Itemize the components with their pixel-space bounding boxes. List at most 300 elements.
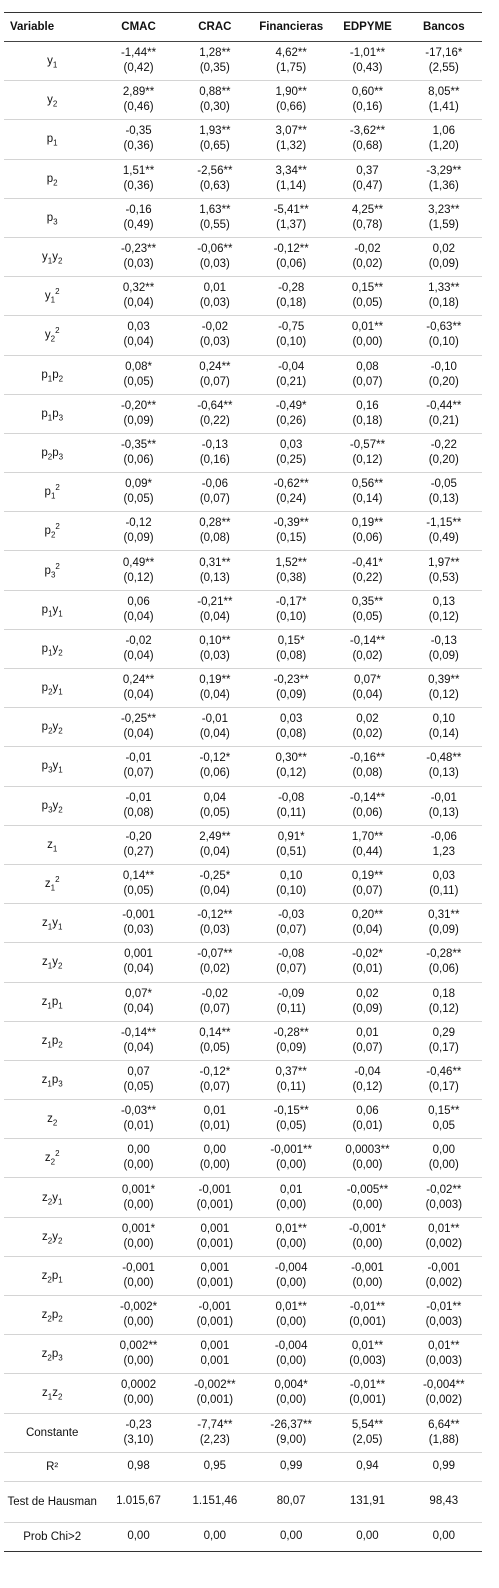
estimate-cell: [329, 747, 405, 786]
coefficient-value: 0,08: [356, 360, 379, 373]
estimate-cell: [100, 1413, 176, 1452]
estimate-cell: [177, 590, 253, 629]
estimate-cell: [406, 1021, 482, 1060]
standard-error: (0,09): [276, 689, 307, 702]
standard-error: (0,04): [123, 610, 154, 623]
coefficient-value: -0,04: [354, 1065, 381, 1078]
estimate-cell: [253, 864, 329, 903]
standard-error: (0,18): [352, 414, 383, 427]
coefficient-value: 0,60**: [351, 86, 384, 99]
variable-label: $y_2^2$: [4, 316, 100, 355]
coefficient-value: 0,0002: [120, 1379, 157, 1392]
estimate-cell: [253, 1100, 329, 1139]
coefficient-value: 0,15**: [351, 282, 384, 295]
table-row: [4, 120, 482, 159]
standard-error: (0,13): [199, 571, 230, 584]
coefficient-value: -0,23: [125, 1418, 152, 1431]
coefficient-value: 6,64**: [428, 1418, 460, 1431]
table-row: [4, 1413, 482, 1452]
estimate-cell: [253, 590, 329, 629]
estimate-cell: [253, 198, 329, 237]
coefficient-value: 0,16: [356, 399, 379, 412]
standard-error: (9,00): [276, 1433, 307, 1446]
coefficient-value: 0,01**: [351, 321, 384, 334]
coefficient-value: -0,002**: [194, 1379, 236, 1392]
table-row: [4, 1178, 482, 1217]
estimate-cell: [177, 237, 253, 276]
variable-label: $p_2y_1$: [4, 669, 100, 708]
standard-error: (0,06): [428, 963, 459, 976]
variable-label: $y_1y_2$: [4, 237, 100, 276]
estimate-cell: [406, 551, 482, 590]
coefficient-value: 0,20**: [351, 909, 384, 922]
estimate-cell: [406, 629, 482, 668]
coefficient-value: 1,70**: [351, 830, 384, 843]
variable-label: $p_1p_2$: [4, 355, 100, 394]
standard-error: (0,07): [199, 1002, 230, 1015]
estimate-cell: [177, 316, 253, 355]
variable-label: $z_1y_1$: [4, 904, 100, 943]
coefficient-value: -0,001: [198, 1301, 232, 1314]
table-row: [4, 159, 482, 198]
coefficient-value: 0,32**: [122, 282, 155, 295]
variable-label: $p_2$: [4, 159, 100, 198]
estimate-cell: [177, 1217, 253, 1256]
estimate-cell: [100, 120, 176, 159]
standard-error: (0,00): [123, 1355, 154, 1368]
standard-error: (0,05): [352, 297, 383, 310]
header-cmac: CMAC: [100, 13, 176, 42]
table-row: [4, 198, 482, 237]
statistic-cell: 0,94: [329, 1452, 405, 1481]
variable-label: $z_1$: [4, 825, 100, 864]
standard-error: (0,001): [349, 1394, 386, 1407]
variable-label: $p_2p_3$: [4, 433, 100, 472]
prob-chi-row: [4, 1522, 482, 1551]
coefficient-value: 4,25**: [351, 203, 384, 216]
coefficient-value: 0,01**: [275, 1301, 307, 1314]
standard-error: (0,06): [199, 767, 230, 780]
coefficient-value: 0,49**: [122, 556, 155, 569]
standard-error: (0,07): [199, 493, 230, 506]
coefficient-value: 0,10: [279, 870, 303, 883]
standard-error: (0,25): [276, 453, 307, 466]
coefficient-value: -0,41*: [352, 556, 383, 569]
estimate-cell: [253, 473, 329, 512]
coefficient-value: 0,08*: [125, 360, 152, 373]
estimate-cell: [177, 786, 253, 825]
estimate-cell: [329, 629, 405, 668]
coefficient-value: -0,05: [430, 478, 457, 491]
coefficient-value: -0,02: [201, 321, 228, 334]
coefficient-value: 0,03: [432, 870, 456, 883]
variable-label: Test de Hausman: [4, 1481, 100, 1522]
estimate-cell: [329, 1413, 405, 1452]
variable-label: $z_1p_2$: [4, 1021, 100, 1060]
estimate-cell: [253, 433, 329, 472]
coefficient-value: -0,002*: [120, 1301, 158, 1314]
estimate-cell: [253, 1178, 329, 1217]
estimate-cell: [100, 512, 176, 551]
variable-label: $y_1^2$: [4, 277, 100, 316]
standard-error: (0,09): [123, 414, 154, 427]
estimate-cell: [177, 42, 253, 81]
coefficient-value: 3,07**: [275, 125, 307, 138]
standard-error: (0,08): [352, 767, 383, 780]
estimate-cell: [406, 473, 482, 512]
estimate-cell: [253, 786, 329, 825]
standard-error: (0,12): [276, 767, 307, 780]
estimate-cell: [253, 708, 329, 747]
coefficient-value: 2,89**: [122, 86, 155, 99]
variable-label: Constante: [4, 1413, 100, 1452]
coefficient-value: -0,22: [430, 438, 457, 451]
estimate-cell: [329, 825, 405, 864]
standard-error: (0,07): [352, 375, 383, 388]
standard-error: (0,002): [425, 1237, 463, 1250]
standard-error: (0,00): [123, 1394, 154, 1407]
table-row: [4, 982, 482, 1021]
coefficient-value: 0,15*: [277, 634, 305, 647]
table-row: [4, 237, 482, 276]
standard-error: (0,00): [352, 1237, 383, 1250]
estimate-cell: [253, 120, 329, 159]
variable-label: $z_2p_2$: [4, 1296, 100, 1335]
standard-error: (0,27): [123, 845, 154, 858]
coefficient-value: -0,12*: [199, 752, 231, 765]
standard-error: (0,03): [199, 924, 230, 937]
coefficient-value: -0,28**: [426, 948, 462, 961]
coefficient-value: -0,02: [201, 987, 228, 1000]
coefficient-value: 0,19**: [351, 870, 384, 883]
coefficient-value: 0,07*: [354, 674, 381, 687]
standard-error: (0,06): [276, 258, 307, 271]
coefficient-value: 0,001*: [121, 1222, 156, 1235]
estimate-cell: [329, 512, 405, 551]
variable-label: $p_3$: [4, 198, 100, 237]
standard-error: (0,20): [428, 375, 459, 388]
coefficient-value: -0,01: [125, 791, 152, 804]
table-row: [4, 904, 482, 943]
coefficient-value: -0,25*: [199, 870, 231, 883]
table-body: [4, 42, 482, 1552]
coefficient-value: -3,29**: [426, 164, 462, 177]
standard-error: (0,09): [352, 1002, 383, 1015]
standard-error: (0,04): [199, 845, 230, 858]
coefficient-value: -0,001: [351, 1261, 384, 1274]
table-row: [4, 42, 482, 81]
estimate-cell: [329, 120, 405, 159]
estimate-cell: [253, 81, 329, 120]
estimate-cell: [100, 551, 176, 590]
standard-error: (0,11): [276, 1002, 306, 1015]
coefficient-value: 0,001: [200, 1222, 230, 1235]
statistic-cell: 0,00: [177, 1522, 253, 1551]
estimate-cell: [177, 1374, 253, 1413]
header-crac: CRAC: [177, 13, 253, 42]
table-row: [4, 590, 482, 629]
coefficient-value: -0,004**: [423, 1379, 465, 1392]
estimate-cell: [253, 943, 329, 982]
statistic-cell: 0,95: [177, 1452, 253, 1481]
coefficient-value: -0,16: [125, 203, 152, 216]
estimate-cell: [177, 669, 253, 708]
statistic-cell: 131,91: [329, 1481, 405, 1522]
standard-error: (0,00): [123, 1159, 154, 1172]
standard-error: (0,03): [199, 336, 230, 349]
estimate-cell: [406, 708, 482, 747]
coefficient-value: 0,01: [203, 282, 227, 295]
estimate-cell: [329, 277, 405, 316]
standard-error: (0,12): [352, 1080, 383, 1093]
coefficient-value: -0,12**: [197, 909, 233, 922]
estimate-cell: [177, 1335, 253, 1374]
standard-error: (0,13): [428, 806, 459, 819]
coefficient-value: 1,97**: [428, 556, 460, 569]
estimate-cell: [100, 198, 176, 237]
standard-error: (0,00): [276, 1394, 307, 1407]
coefficient-value: -0,01**: [349, 1379, 386, 1392]
standard-error: (0,53): [428, 571, 459, 584]
table-row: [4, 943, 482, 982]
coefficient-value: -0,01**: [426, 1301, 462, 1314]
estimate-cell: [100, 1060, 176, 1099]
standard-error: (1,59): [428, 218, 459, 231]
coefficient-value: 0,001: [200, 1340, 230, 1353]
coefficient-value: -0,09: [278, 987, 305, 1000]
coefficient-value: 1,63**: [199, 203, 231, 216]
standard-error: (0,26): [276, 414, 307, 427]
standard-error: (0,08): [123, 806, 154, 819]
estimate-cell: [177, 825, 253, 864]
coefficient-value: -0,12: [125, 517, 152, 530]
standard-error: (0,003): [425, 1198, 463, 1211]
coefficient-value: 4,62**: [275, 47, 307, 60]
coefficient-value: -0,04: [278, 360, 305, 373]
estimate-cell: [406, 81, 482, 120]
variable-label: $p_2y_2$: [4, 708, 100, 747]
table-row: [4, 1296, 482, 1335]
coefficient-value: -0,001: [198, 1183, 232, 1196]
coefficient-value: -0,20: [125, 830, 152, 843]
standard-error: (0,07): [352, 1041, 383, 1054]
coefficient-value: 0,37: [356, 164, 379, 177]
coefficient-value: 0,14**: [199, 1026, 231, 1039]
standard-error: (0,04): [123, 1002, 154, 1015]
coefficient-value: 0,01: [356, 1026, 379, 1039]
coefficient-value: -0,02*: [352, 948, 383, 961]
coefficient-value: -0,23**: [120, 243, 157, 256]
table-row: [4, 1335, 482, 1374]
estimate-cell: [100, 1256, 176, 1295]
estimate-cell: [177, 433, 253, 472]
standard-error: (0,17): [428, 1041, 459, 1054]
standard-error: (0,00): [352, 336, 383, 349]
coefficient-value: 0,24**: [122, 674, 155, 687]
standard-error: (0,11): [429, 885, 459, 898]
coefficient-value: 0,30**: [275, 752, 307, 765]
estimate-cell: [100, 1021, 176, 1060]
coefficient-value: -0,001: [122, 1261, 155, 1274]
variable-label: $p_1y_1$: [4, 590, 100, 629]
coefficient-value: 0,18: [432, 987, 456, 1000]
estimate-cell: [406, 42, 482, 81]
standard-error: (0,00): [199, 1159, 230, 1172]
standard-error: (0,01): [352, 963, 383, 976]
standard-error: (0,07): [352, 885, 383, 898]
standard-error: (0,00): [276, 1198, 307, 1211]
standard-error: (0,00): [352, 1159, 383, 1172]
variable-label: $p_1p_3$: [4, 394, 100, 433]
standard-error: (0,00): [276, 1159, 307, 1172]
table-row: [4, 747, 482, 786]
table-row: [4, 1100, 482, 1139]
estimate-cell: [329, 1060, 405, 1099]
estimate-cell: [177, 551, 253, 590]
coefficient-value: -0,15**: [273, 1105, 309, 1118]
variable-label: $p_1y_2$: [4, 629, 100, 668]
variable-label: $z_1p_3$: [4, 1060, 100, 1099]
standard-error: (0,13): [428, 493, 459, 506]
table-row: [4, 1139, 482, 1178]
standard-error: (0,17): [428, 1080, 459, 1093]
standard-error: (0,00): [428, 1159, 459, 1172]
standard-error: (0,14): [428, 728, 459, 741]
estimate-cell: [406, 1060, 482, 1099]
standard-error: (0,18): [428, 297, 459, 310]
coefficient-value: -0,001*: [348, 1222, 387, 1235]
estimate-cell: [177, 1413, 253, 1452]
coefficient-value: 0,02: [356, 987, 379, 1000]
estimate-cell: [329, 237, 405, 276]
standard-error: (0,46): [123, 101, 154, 114]
statistic-cell: 0,99: [253, 1452, 329, 1481]
standard-error: (0,05): [123, 885, 154, 898]
coefficient-value: -0,004: [274, 1261, 308, 1274]
variable-label: $z_2$: [4, 1100, 100, 1139]
estimate-cell: [253, 629, 329, 668]
coefficient-value: 0,01**: [428, 1222, 460, 1235]
variable-label: $p_3y_2$: [4, 786, 100, 825]
standard-error: (2,23): [199, 1433, 230, 1446]
coefficient-value: -0,10: [430, 360, 457, 373]
coefficient-value: 0,15**: [428, 1105, 460, 1118]
standard-error: (0,16): [352, 101, 383, 114]
coefficient-value: -0,001**: [270, 1144, 312, 1157]
standard-error: (0,03): [199, 258, 230, 271]
standard-error: (0,16): [199, 453, 230, 466]
variable-label: $z_1p_1$: [4, 982, 100, 1021]
coefficient-value: 1,28**: [199, 47, 231, 60]
estimate-cell: [329, 159, 405, 198]
standard-error: (0,00): [276, 1355, 307, 1368]
coefficient-value: -0,28: [278, 282, 305, 295]
estimate-cell: [177, 198, 253, 237]
table-row: [4, 433, 482, 472]
standard-error: (0,003): [349, 1355, 386, 1368]
coefficient-value: 0,01: [203, 1105, 227, 1118]
estimate-cell: [329, 355, 405, 394]
table-row: [4, 81, 482, 120]
coefficient-value: -0,02: [125, 634, 152, 647]
estimate-cell: [253, 42, 329, 81]
estimate-cell: [253, 1413, 329, 1452]
coefficient-value: 0,01**: [351, 1340, 384, 1353]
standard-error: (0,12): [123, 571, 154, 584]
coefficient-value: -26,37**: [270, 1418, 312, 1431]
coefficient-value: 0,19**: [199, 674, 231, 687]
table-row: [4, 316, 482, 355]
estimate-cell: [253, 159, 329, 198]
coefficient-value: -0,004: [274, 1340, 308, 1353]
statistic-cell: 0,98: [100, 1452, 176, 1481]
estimate-cell: [177, 159, 253, 198]
coefficient-value: -0,62**: [273, 478, 309, 491]
estimate-cell: [177, 120, 253, 159]
standard-error: (0,07): [199, 1080, 230, 1093]
statistic-cell: 1.151,46: [177, 1481, 253, 1522]
coefficient-value: 0,02: [356, 713, 379, 726]
coefficient-value: -0,49*: [275, 399, 307, 412]
coefficient-value: -0,48**: [426, 752, 462, 765]
standard-error: (0,01): [199, 1120, 230, 1133]
estimate-cell: [253, 1021, 329, 1060]
estimate-cell: [100, 1217, 176, 1256]
coefficient-value: 0,01: [279, 1183, 303, 1196]
coefficient-value: 2,49**: [199, 830, 231, 843]
coefficient-value: 0,06: [127, 595, 150, 608]
estimate-cell: [329, 551, 405, 590]
standard-error: (0,09): [276, 1041, 307, 1054]
coefficient-value: -0,23**: [273, 674, 309, 687]
standard-error: (0,001): [196, 1198, 234, 1211]
variable-label: $z_1^2$: [4, 864, 100, 903]
standard-error: (0,04): [199, 610, 230, 623]
coefficient-value: 0,37**: [275, 1065, 307, 1078]
estimate-cell: [100, 1335, 176, 1374]
statistic-cell: 80,07: [253, 1481, 329, 1522]
estimate-cell: [100, 277, 176, 316]
coefficient-value: 0,07: [127, 1065, 150, 1078]
estimate-cell: [329, 982, 405, 1021]
standard-error: (0,001): [196, 1276, 234, 1289]
coefficient-value: -0,02**: [426, 1183, 462, 1196]
estimate-cell: [406, 1374, 482, 1413]
estimate-cell: [406, 669, 482, 708]
estimate-cell: [100, 708, 176, 747]
estimate-cell: [406, 198, 482, 237]
estimate-cell: [100, 42, 176, 81]
estimate-cell: [253, 1060, 329, 1099]
coefficient-value: 0,03: [127, 321, 150, 334]
standard-error: (0,05): [352, 610, 383, 623]
estimate-cell: [253, 355, 329, 394]
estimate-cell: [406, 1217, 482, 1256]
standard-error: (0,002): [425, 1276, 463, 1289]
estimate-cell: [100, 590, 176, 629]
standard-error: (0,06): [352, 532, 383, 545]
hausman-row: [4, 1481, 482, 1522]
table-row: [4, 864, 482, 903]
estimate-cell: [329, 473, 405, 512]
standard-error: (0,51): [276, 845, 307, 858]
standard-error: (0,04): [199, 885, 230, 898]
standard-error: (0,43): [352, 62, 383, 75]
estimate-cell: [406, 1100, 482, 1139]
standard-error: (0,05): [123, 1080, 154, 1093]
coefficient-value: -0,07**: [197, 948, 233, 961]
standard-error: (1,36): [428, 179, 459, 192]
